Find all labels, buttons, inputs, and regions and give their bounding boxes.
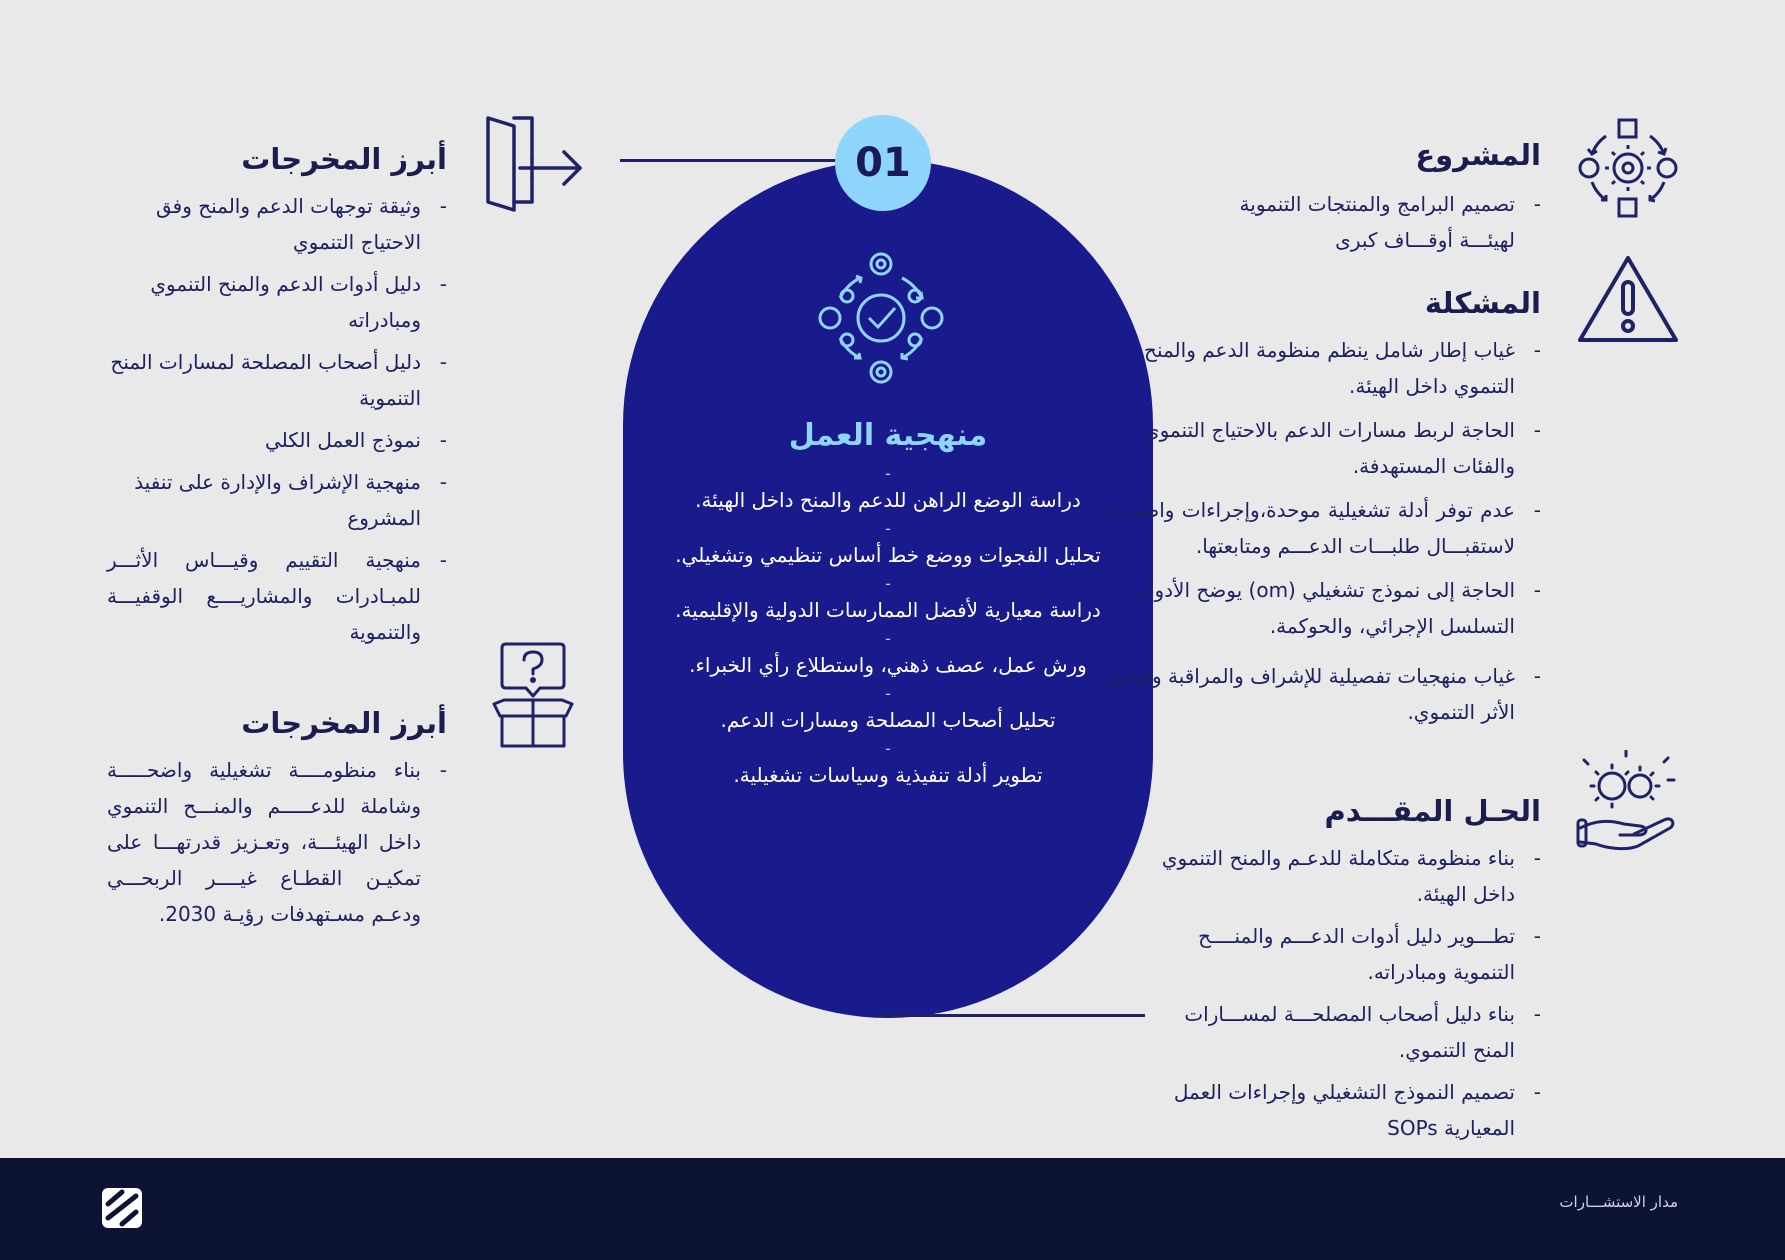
list-item: - وثيقة توجهات الدعم والمنح وفق الاحتياج التنموي xyxy=(107,188,447,260)
project-list xyxy=(1141,186,1541,258)
solution-section xyxy=(1141,794,1541,1146)
step-separator: - xyxy=(885,739,891,758)
step-separator: - xyxy=(885,629,891,648)
top-connector-line xyxy=(620,159,838,162)
outputs2-title: أبرز المخرجات xyxy=(241,706,447,740)
outputs-list xyxy=(107,188,447,650)
methodology-step: تطوير أدلة تنفيذية وسياسات تشغيلية. xyxy=(733,763,1043,787)
list-item: - تطـــوير دليل أدوات الدعـــم والمنــــح التنموية ومبادراته. xyxy=(1141,918,1541,990)
outputs2-list xyxy=(107,752,447,932)
list-item: - غياب منهجيات تفصيلية للإشراف والمراقبة وقياس الأثر التنموي. xyxy=(1101,658,1541,730)
methodology-step: دراسة معيارية لأفضل الممارسات الدولية والإقليمية. xyxy=(675,598,1101,622)
list-item: - غياب إطار شامل ينظم منظومة الدعم والمنح التنموي داخل الهيئة. xyxy=(1101,332,1541,404)
problem-section xyxy=(1101,286,1541,730)
question-box-icon xyxy=(490,640,576,750)
outputs2-section xyxy=(107,706,447,932)
list-item: - منهجية التقييم وقيـــاس الأثـــر للمبـادرات والمشاريــــع الوقفيـــة والتنموية xyxy=(107,542,447,650)
problem-title: المشكلة xyxy=(1424,286,1541,320)
solution-list xyxy=(1141,840,1541,1146)
exit-door-icon xyxy=(484,114,584,214)
list-item: - تصميم البرامج والمنتجات التنموية لهيئـــة أوقـــاف كبرى xyxy=(1141,186,1541,258)
list-item: - دليل أدوات الدعم والمنح التنموي ومبادراته xyxy=(107,266,447,338)
list-item: - نموذج العمل الكلي xyxy=(107,422,447,458)
step-separator: - xyxy=(885,519,891,538)
list-item: - بناء منظومــــة تشغيلية واضحـــــة وشاملة للدعـــــم والمنـــح التنموي داخل الهيئـــة، وتعـزيز قدرتهـــا على تمكيـن القطـاع غيــــر الربحـــي ودعـم مسـتهدفات رؤيـة 2030. xyxy=(107,752,447,932)
list-item: - دليل أصحاب المصلحة لمسارات المنح التنموية xyxy=(107,344,447,416)
project-title: المشروع xyxy=(1415,138,1541,172)
list-item: - تصميم النموذج التشغيلي وإجراءات العمل المعيارية SOPs xyxy=(1141,1074,1541,1146)
bottom-connector-line xyxy=(880,1014,1145,1017)
list-item: - منهجية الإشراف والإدارة على تنفيذ المشروع xyxy=(107,464,447,536)
project-section xyxy=(1141,138,1541,258)
warning-icon xyxy=(1576,254,1680,346)
footer-bar xyxy=(0,1158,1785,1260)
methodology-title: منهجية العمل xyxy=(788,418,988,453)
step-separator: - xyxy=(885,574,891,593)
list-item: - عدم توفر أدلة تشغيلية موحدة،وإجراءات واضحـــة لاستقبـــال طلبـــات الدعـــم ومتابعتها. xyxy=(1101,492,1541,564)
list-item: - الحاجة لربط مسارات الدعم بالاحتياج التنموي والفئات المستهدفة. xyxy=(1101,412,1541,484)
methodology-step: دراسة الوضع الراهن للدعم والمنح داخل الهيئة. xyxy=(695,488,1081,512)
list-item: - بناء دليل أصحاب المصلحـــة لمســـارات المنح التنموي. xyxy=(1141,996,1541,1068)
gear-cycle-icon xyxy=(1576,116,1680,220)
methodology-step: تحليل الفجوات ووضع خط أساس تنظيمي وتشغيلي. xyxy=(675,543,1101,567)
methodology-steps xyxy=(653,465,1123,795)
solution-title: الحـل المقـــدم xyxy=(1324,794,1541,828)
brand-logo-icon xyxy=(100,1186,144,1230)
list-item: - بناء منظومة متكاملة للدعـم والمنح التنموي داخل الهيئة. xyxy=(1141,840,1541,912)
methodology-step: ورش عمل، عصف ذهني، واستطلاع رأي الخبراء. xyxy=(689,653,1087,677)
methodology-step: تحليل أصحاب المصلحة ومسارات الدعم. xyxy=(720,708,1056,732)
hand-gears-icon xyxy=(1576,750,1680,854)
step-separator: - xyxy=(885,684,891,703)
footer-brand-name: مدار الاستشـــارات xyxy=(1559,1193,1678,1211)
outputs-title: أبرز المخرجات xyxy=(241,142,447,176)
step-number-badge: 01 xyxy=(835,115,931,211)
list-item: - الحاجة إلى نموذج تشغيلي (om) يوضح الأدوار، التسلسل الإجرائي، والحوكمة. xyxy=(1101,572,1541,644)
problem-list xyxy=(1101,332,1541,730)
outputs-section xyxy=(107,142,447,650)
step-separator: - xyxy=(885,464,891,483)
process-cycle-icon xyxy=(816,250,946,386)
